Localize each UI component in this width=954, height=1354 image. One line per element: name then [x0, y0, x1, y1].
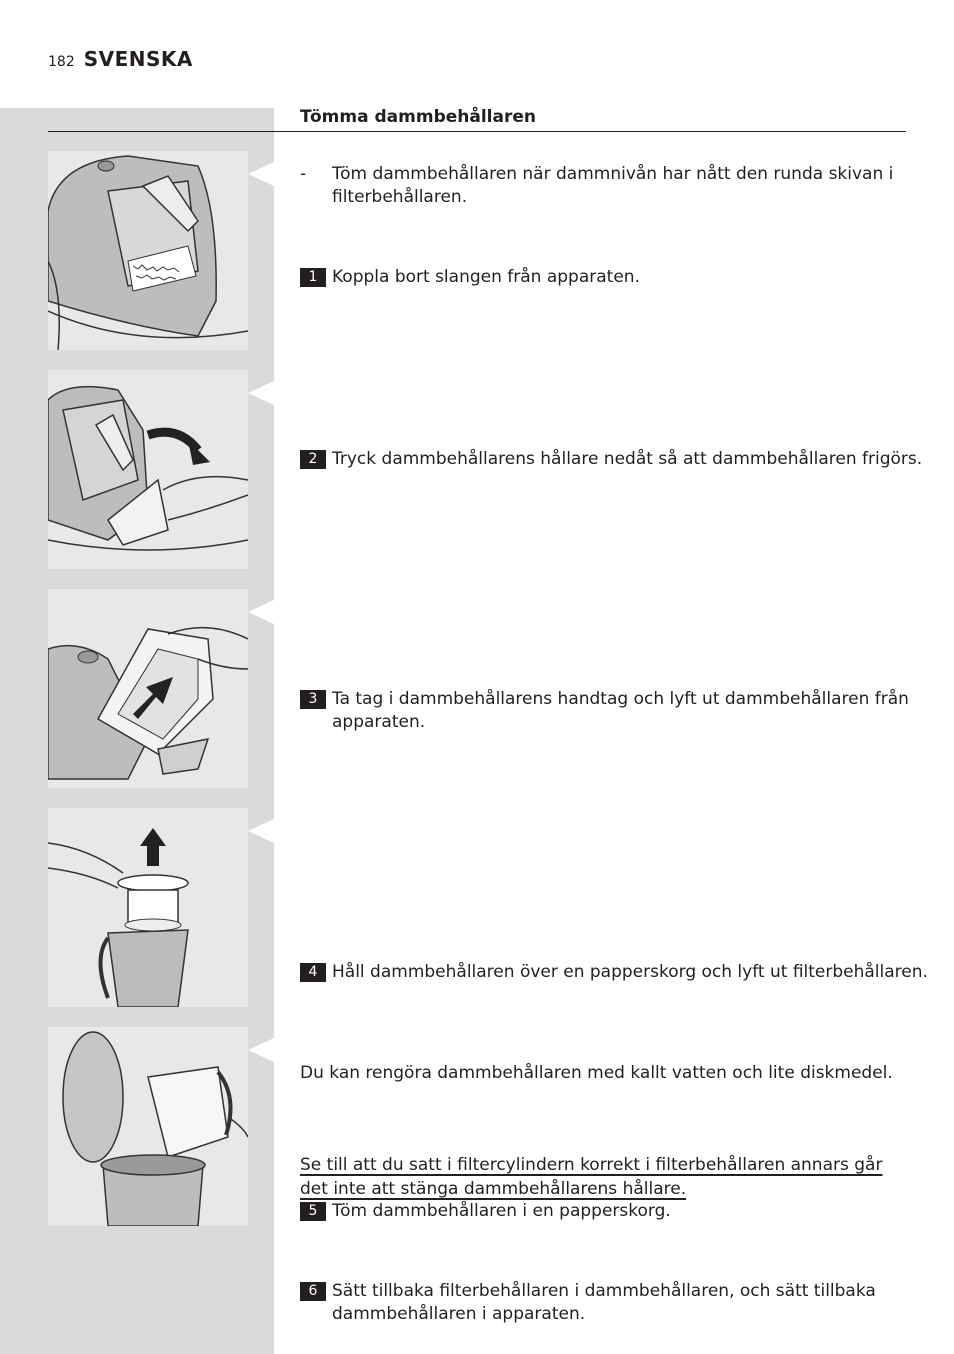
step-number: 1 [300, 268, 326, 287]
step-text: Håll dammbehållaren över en papperskorg och lyft ut filterbehållaren. [332, 962, 928, 982]
section-title: Tömma dammbehållaren [300, 107, 536, 127]
illustration-empty-bin [48, 1027, 248, 1226]
step-5-note: Du kan rengöra dammbehållaren med kallt vatten och lite diskmedel. [300, 1063, 893, 1083]
step-6 [300, 1280, 942, 1326]
pointer-triangle [248, 381, 274, 405]
pointer-triangle [248, 1038, 274, 1062]
step-number: 2 [300, 450, 326, 469]
language-heading: SVENSKA [83, 47, 193, 71]
vacuum-lift-container-illustration [48, 589, 248, 788]
warning-note: Se till att du satt i filtercylindern korrekt i filterbehållaren annars går det inte att stänga dammbehållarens hållare. [300, 1155, 883, 1199]
step-1 [300, 266, 942, 289]
illustration-lift-container [48, 589, 248, 788]
page-header [48, 47, 193, 77]
step-number: 3 [300, 690, 326, 709]
pointer-triangle [248, 162, 274, 186]
step-number: 6 [300, 1282, 326, 1301]
step-number: 4 [300, 963, 326, 982]
bullet-dash: - [300, 164, 307, 184]
step-4 [300, 961, 942, 984]
step-text: Sätt tillbaka filterbehållaren i dammbehållaren, och sätt tillbaka dammbehållaren i apparaten. [332, 1281, 876, 1324]
step-text: Ta tag i dammbehållarens handtag och lyft ut dammbehållaren från apparaten. [332, 689, 909, 732]
illustration-release-holder [48, 370, 248, 569]
pointer-triangle [248, 819, 274, 843]
step-text: Töm dammbehållaren i en papperskorg. [332, 1201, 671, 1221]
vacuum-release-holder-illustration [48, 370, 248, 569]
step-3 [300, 688, 942, 734]
illustration-remove-filter [48, 808, 248, 1007]
step-text: Koppla bort slangen från apparaten. [332, 267, 640, 287]
intro-bullet [300, 163, 942, 209]
vacuum-dust-level-illustration [48, 151, 248, 350]
page-number: 182 [48, 54, 75, 70]
illustration-dust-level [48, 151, 248, 350]
step-text: Tryck dammbehållarens hållare nedåt så att dammbehållaren frigörs. [332, 449, 923, 469]
pointer-triangle [248, 600, 274, 624]
empty-into-bin-illustration [48, 1027, 248, 1226]
filter-removal-illustration [48, 808, 248, 1007]
section-rule [48, 131, 906, 132]
step-number: 5 [300, 1202, 326, 1221]
step-5 [300, 1200, 942, 1223]
step-2 [300, 448, 942, 471]
bullet-text: Töm dammbehållaren när dammnivån har nått den runda skivan i filterbehållaren. [332, 164, 894, 207]
